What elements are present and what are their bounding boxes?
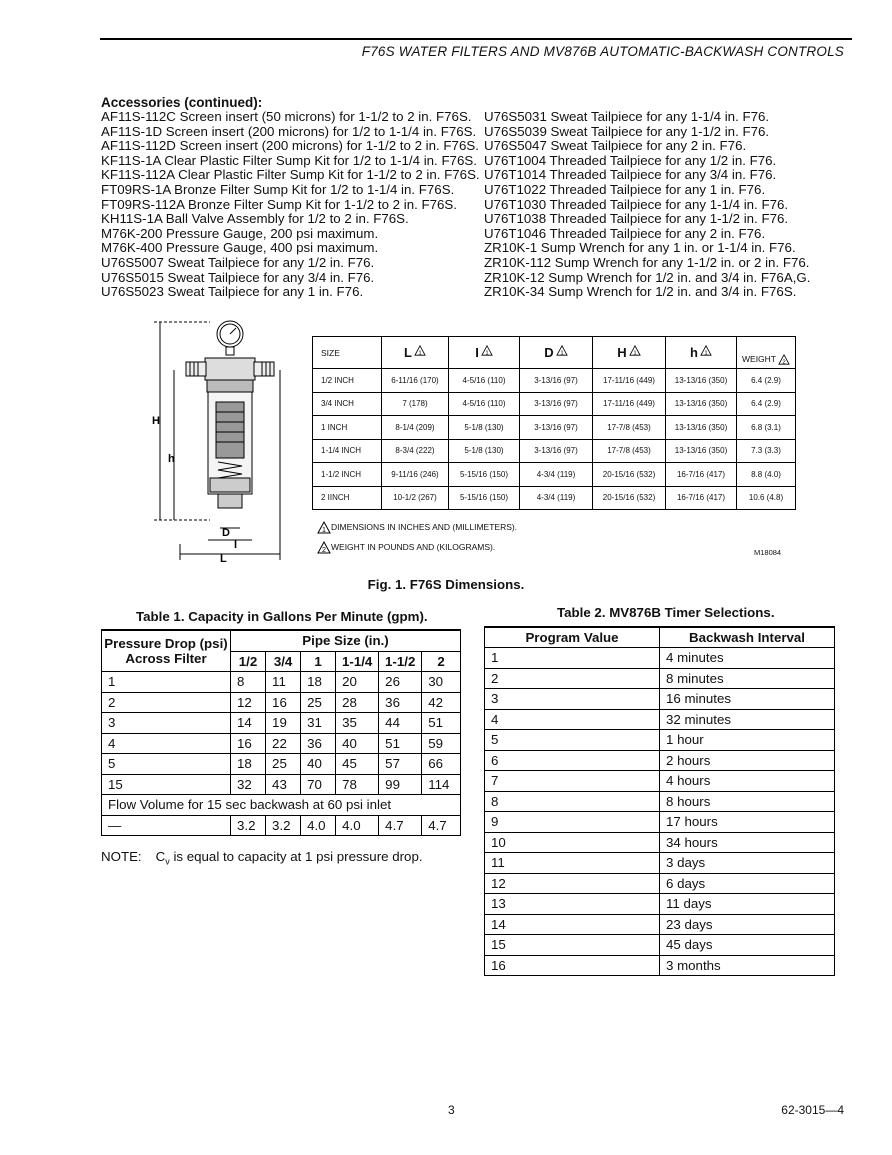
dims-cell: 8-3/4 (222) [382,439,449,463]
flow-volume-row [102,815,461,836]
cv-note: NOTE: $C_v$ is equal to capacity at 1 psi pressure drop. [101,849,423,867]
capacity-header-row [102,630,461,651]
timer-cell: 6 [485,750,660,771]
timer-row [485,750,835,771]
capacity-cell: 40 [336,733,379,754]
capacity-cell: 40 [301,754,336,775]
dims-cell: 5-15/16 (150) [449,486,520,510]
accessory-item: U76S5047 Sweat Tailpiece for any 2 in. F76. [484,138,747,154]
capacity-cell: 20 [336,672,379,693]
dim-label-h: h [168,453,175,465]
triangle-note-icon [556,345,568,356]
timer-table [484,626,835,976]
timer-cell: 8 [485,791,660,812]
accessory-item: U76T1038 Threaded Tailpiece for any 1-1/2 in. F76. [484,211,789,227]
accessory-item: AF11S-112C Screen insert (50 microns) for 1-1/2 to 2 in. F76S. [101,109,472,124]
dims-cell: 3-13/16 (97) [520,369,593,393]
flow-volume-cell: 4.7 [422,815,461,836]
figure-caption: Fig. 1. F76S Dimensions. [367,577,525,592]
capacity-cell: 11 [266,672,301,693]
timer-header-row [485,627,835,648]
timer-cell: 5 [485,730,660,751]
dims-cell: 3/4 INCH [313,392,382,416]
timer-cell: 3 months [660,955,835,976]
capacity-cell: 4 [102,733,231,754]
accessory-item: U76S5007 Sweat Tailpiece for any 1/2 in. F76. [101,254,375,270]
dims-cell: 17-11/16 (449) [593,392,666,416]
capacity-cell: 57 [379,754,422,775]
flow-volume-cell: — [102,815,231,836]
accessory-item: AF11S-1D Screen insert (200 microns) for 1/2 to 1-1/4 in. F76S. [101,123,477,139]
dims-cell: 6.8 (3.1) [737,416,796,440]
dims-cell: 8-1/4 (209) [382,416,449,440]
capacity-cell: 2 [102,692,231,713]
accessory-item: FT09RS-1A Bronze Filter Sump Kit for 1/2 to 1-1/4 in. F76S. [101,181,455,197]
dim-label-I: I [234,539,238,551]
accessories-list-left [101,110,480,300]
timer-cell: 11 [485,853,660,874]
capacity-cell: 99 [379,774,422,795]
triangle-note-icon [414,345,426,356]
timer-cell: 11 days [660,894,835,915]
timer-row [485,689,835,710]
dims-header-cell: D 1 [520,337,593,369]
pipe-size-header: 3/4 [266,651,301,672]
dims-header-cell: L 1 [382,337,449,369]
table2-title: Table 2. MV876B Timer Selections. [557,605,775,620]
flow-volume-cell: 4.0 [336,815,379,836]
dims-cell: 17-7/8 (453) [593,416,666,440]
capacity-cell: 16 [231,733,266,754]
capacity-cell: 78 [336,774,379,795]
pipe-size-header: 1 [301,651,336,672]
svg-text:1: 1 [704,350,708,356]
timer-cell: 8 minutes [660,668,835,689]
svg-text:2: 2 [322,547,326,554]
accessory-item: KH11S-1A Ball Valve Assembly for 1/2 to 2 in. F76S. [101,211,409,227]
dims-row [313,416,796,440]
timer-cell: 2 hours [660,750,835,771]
dims-cell: 20-15/16 (532) [593,486,666,510]
dims-cell: 16-7/16 (417) [666,463,737,487]
triangle-note-icon [629,345,641,356]
dims-cell: 13-13/16 (350) [666,369,737,393]
accessory-item: KF11S-1A Clear Plastic Filter Sump Kit for 1/2 to 1-1/4 in. F76S. [101,152,477,168]
capacity-cell: 43 [266,774,301,795]
accessory-item: ZR10K-34 Sump Wrench for 1/2 in. and 3/4 in. F76S. [484,284,797,300]
accessory-item: ZR10K-112 Sump Wrench for any 1-1/2 in. or 2 in. F76. [484,254,810,270]
page-number: 3 [448,1103,455,1117]
timer-cell: 45 days [660,935,835,956]
flow-volume-cell: 4.0 [301,815,336,836]
dims-cell: 1/2 INCH [313,369,382,393]
dims-cell: 1 INCH [313,416,382,440]
capacity-cell: 114 [422,774,461,795]
capacity-cell: 8 [231,672,266,693]
timer-header-cell: Program Value [485,627,660,648]
filter-dimension-drawing [150,318,310,563]
svg-text:1: 1 [322,527,326,534]
timer-cell: 16 [485,955,660,976]
timer-row [485,668,835,689]
figure-code: M18084 [754,548,782,557]
pipe-size-header: 1/2 [231,651,266,672]
dims-cell: 13-13/16 (350) [666,416,737,440]
dims-row [313,392,796,416]
triangle-note-icon [317,541,329,552]
dims-cell: 8.8 (4.0) [737,463,796,487]
timer-row [485,791,835,812]
capacity-cell: 45 [336,754,379,775]
capacity-cell: 42 [422,692,461,713]
pipe-size-header: 2 [422,651,461,672]
accessory-item: U76S5015 Sweat Tailpiece for any 3/4 in. F76. [101,269,375,285]
timer-cell: 4 hours [660,771,835,792]
timer-cell: 8 hours [660,791,835,812]
capacity-cell: 19 [266,713,301,734]
timer-cell: 6 days [660,873,835,894]
flow-volume-cell: 3.2 [231,815,266,836]
flow-label-row [102,795,461,816]
dims-cell: 6.4 (2.9) [737,392,796,416]
capacity-cell: 25 [301,692,336,713]
dims-row [313,439,796,463]
capacity-cell: 35 [336,713,379,734]
dims-cell: 3-13/16 (97) [520,416,593,440]
accessories-list-right [484,110,810,300]
dims-cell: 4-5/16 (110) [449,392,520,416]
dims-row [313,486,796,510]
svg-text:1: 1 [633,350,637,356]
timer-cell: 23 days [660,914,835,935]
timer-cell: 32 minutes [660,709,835,730]
accessory-item: U76T1004 Threaded Tailpiece for any 1/2 in. F76. [484,152,777,168]
accessory-item: U76S5039 Sweat Tailpiece for any 1-1/2 in. F76. [484,123,770,139]
timer-row [485,935,835,956]
dims-cell: 4-3/4 (119) [520,463,593,487]
capacity-cell: 31 [301,713,336,734]
dims-row [313,463,796,487]
timer-row [485,914,835,935]
timer-row [485,771,835,792]
capacity-cell: 26 [379,672,422,693]
timer-cell: 12 [485,873,660,894]
capacity-cell: 14 [231,713,266,734]
triangle-note-icon [778,354,790,365]
capacity-cell: 28 [336,692,379,713]
figure-note-2: 2 WEIGHT IN POUNDS AND (KILOGRAMS). [316,541,495,552]
dims-cell: 9-11/16 (246) [382,463,449,487]
dims-cell: 20-15/16 (532) [593,463,666,487]
dim-label-H: H [152,415,160,427]
dims-cell: 1-1/4 INCH [313,439,382,463]
capacity-row [102,672,461,693]
dims-cell: 4-5/16 (110) [449,369,520,393]
accessory-item: U76T1022 Threaded Tailpiece for any 1 in. F76. [484,181,766,197]
accessory-item: U76T1046 Threaded Tailpiece for any 2 in. F76. [484,225,766,241]
dims-cell: 10-1/2 (267) [382,486,449,510]
accessory-item: U76S5023 Sweat Tailpiece for any 1 in. F76. [101,284,364,300]
capacity-cell: 18 [231,754,266,775]
timer-cell: 1 [485,648,660,669]
dims-cell: 3-13/16 (97) [520,392,593,416]
header-rule [100,38,852,40]
capacity-table [101,629,461,836]
dims-cell: 7 (178) [382,392,449,416]
capacity-cell: 25 [266,754,301,775]
timer-cell: 15 [485,935,660,956]
dims-cell: 5-1/8 (130) [449,439,520,463]
dim-label-D: D [222,527,230,539]
dims-cell: 17-7/8 (453) [593,439,666,463]
timer-cell: 7 [485,771,660,792]
capacity-cell: 51 [379,733,422,754]
capacity-cell: 70 [301,774,336,795]
capacity-cell: 16 [266,692,301,713]
accessory-item: U76T1030 Threaded Tailpiece for any 1-1/4 in. F76. [484,196,789,212]
dims-cell: 6-11/16 (170) [382,369,449,393]
capacity-cell: 1 [102,672,231,693]
dims-cell: 3-13/16 (97) [520,439,593,463]
accessory-item: U76T1014 Threaded Tailpiece for any 3/4 in. F76. [484,167,777,183]
dims-cell: 13-13/16 (350) [666,439,737,463]
flow-label-cell: Flow Volume for 15 sec backwash at 60 psi inlet [102,795,461,816]
dims-header-cell: H 1 [593,337,666,369]
timer-row [485,832,835,853]
timer-cell: 17 hours [660,812,835,833]
timer-row [485,709,835,730]
timer-cell: 3 days [660,853,835,874]
capacity-cell: 59 [422,733,461,754]
capacity-cell: 51 [422,713,461,734]
dims-cell: 2 IINCH [313,486,382,510]
capacity-cell: 12 [231,692,266,713]
dims-cell: 1-1/2 INCH [313,463,382,487]
dim-label-L: L [220,553,227,563]
capacity-row [102,713,461,734]
dims-row [313,369,796,393]
timer-cell: 13 [485,894,660,915]
accessories-heading: Accessories (continued): [101,95,263,110]
timer-row [485,873,835,894]
row-header-cell: Pressure Drop (psi) Across Filter [102,630,231,672]
capacity-cell: 44 [379,713,422,734]
capacity-cell: 22 [266,733,301,754]
capacity-cell: 32 [231,774,266,795]
dimensions-table [312,336,796,510]
accessory-item: KF11S-112A Clear Plastic Filter Sump Kit for 1-1/2 to 2 in. F76S. [101,167,480,183]
pipe-size-header: 1-1/2 [379,651,422,672]
capacity-cell: 3 [102,713,231,734]
timer-cell: 14 [485,914,660,935]
accessory-item: FT09RS-112A Bronze Filter Sump Kit for 1-1/2 to 2 in. F76S. [101,196,457,212]
capacity-cell: 5 [102,754,231,775]
capacity-row [102,733,461,754]
timer-row [485,894,835,915]
accessory-item: ZR10K-1 Sump Wrench for any 1 in. or 1-1/4 in. F76. [484,240,796,256]
dims-cell: 6.4 (2.9) [737,369,796,393]
dims-header-cell: h 1 [666,337,737,369]
dims-header-cell: WEIGHT 2 [737,337,796,369]
flow-volume-cell: 4.7 [379,815,422,836]
dims-cell: 7.3 (3.3) [737,439,796,463]
capacity-row [102,692,461,713]
accessory-item: U76S5031 Sweat Tailpiece for any 1-1/4 in. F76. [484,109,770,124]
timer-cell: 10 [485,832,660,853]
running-header: F76S WATER FILTERS AND MV876B AUTOMATIC-BACKWASH CONTROLS [361,44,844,59]
capacity-row [102,774,461,795]
timer-row [485,853,835,874]
capacity-cell: 36 [301,733,336,754]
timer-row [485,730,835,751]
accessory-item: AF11S-112D Screen insert (200 microns) for 1-1/2 to 2 in. F76S. [101,138,479,154]
timer-row [485,648,835,669]
timer-cell: 1 hour [660,730,835,751]
capacity-cell: 15 [102,774,231,795]
capacity-cell: 36 [379,692,422,713]
dims-cell: 16-7/16 (417) [666,486,737,510]
pipe-size-header: 1-1/4 [336,651,379,672]
dims-cell: 13-13/16 (350) [666,392,737,416]
dims-cell: 10.6 (4.8) [737,486,796,510]
svg-text:2: 2 [782,359,786,365]
dims-cell: 17-11/16 (449) [593,369,666,393]
dims-cell: 5-15/16 (150) [449,463,520,487]
dims-cell: 5-1/8 (130) [449,416,520,440]
accessory-item: M76K-200 Pressure Gauge, 200 psi maximum. [101,225,379,241]
timer-cell: 34 hours [660,832,835,853]
accessory-item: M76K-400 Pressure Gauge, 400 psi maximum. [101,240,379,256]
accessory-item: ZR10K-12 Sump Wrench for 1/2 in. and 3/4 in. F76A,G. [484,269,811,285]
capacity-cell: 18 [301,672,336,693]
group-header-cell: Pipe Size (in.) [231,630,461,651]
timer-header-cell: Backwash Interval [660,627,835,648]
timer-cell: 9 [485,812,660,833]
capacity-cell: 66 [422,754,461,775]
timer-row [485,812,835,833]
capacity-cell: 30 [422,672,461,693]
svg-text:1: 1 [560,350,564,356]
timer-row [485,955,835,976]
figure-note-1: 1 DIMENSIONS IN INCHES AND (MILLIMETERS). [316,521,517,532]
flow-volume-cell: 3.2 [266,815,301,836]
dims-header-cell: SIZE [313,337,382,369]
triangle-note-icon [700,345,712,356]
dims-header-cell: I 1 [449,337,520,369]
timer-cell: 4 minutes [660,648,835,669]
triangle-note-icon [317,521,329,532]
table1-title: Table 1. Capacity in Gallons Per Minute (gpm). [136,609,428,624]
document-code: 62-3015—4 [781,1103,844,1117]
dims-header-row [313,337,796,369]
dims-cell: 4-3/4 (119) [520,486,593,510]
svg-text:1: 1 [485,350,489,356]
svg-text:1: 1 [418,350,422,356]
capacity-row [102,754,461,775]
timer-cell: 2 [485,668,660,689]
triangle-note-icon [481,345,493,356]
timer-cell: 3 [485,689,660,710]
timer-cell: 16 minutes [660,689,835,710]
timer-cell: 4 [485,709,660,730]
